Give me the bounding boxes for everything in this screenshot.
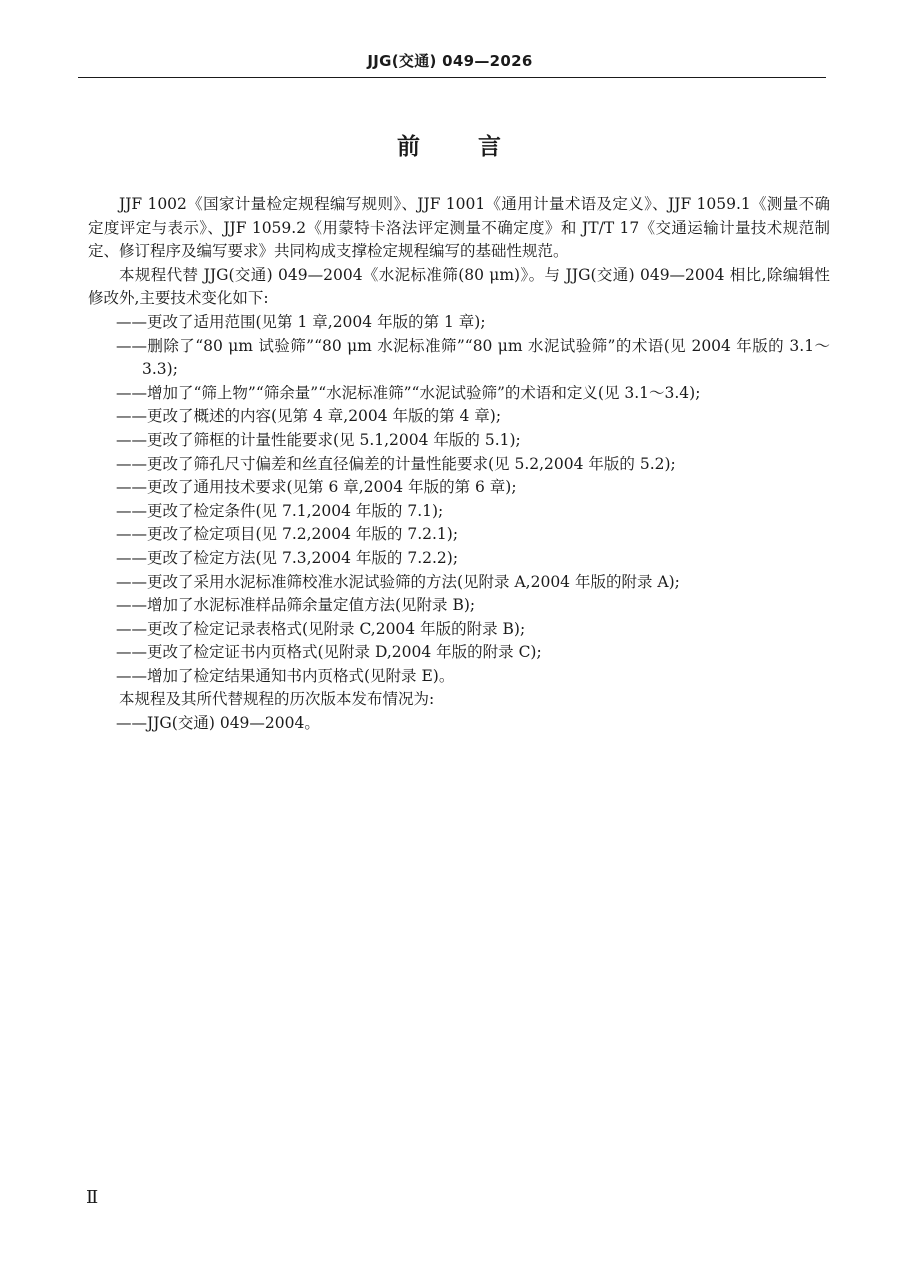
title-char-1: 前 bbox=[397, 134, 422, 160]
list-item: ——更改了筛框的计量性能要求(见 5.1,2004 年版的 5.1); bbox=[116, 430, 521, 449]
list-item: ——增加了检定结果通知书内页格式(见附录 E)。 bbox=[116, 666, 455, 685]
title-char-2: 言 bbox=[478, 134, 503, 160]
list-item: ——更改了检定记录表格式(见附录 C,2004 年版的附录 B); bbox=[116, 619, 526, 638]
list-item: ——增加了“筛上物”“筛余量”“水泥标准筛”“水泥试验筛”的术语和定义(见 3.1～3.4); bbox=[116, 383, 701, 402]
page-number: Ⅱ bbox=[86, 1187, 99, 1208]
list-item: ——更改了筛孔尺寸偏差和丝直径偏差的计量性能要求(见 5.2,2004 年版的 5.2); bbox=[116, 454, 676, 473]
header-divider bbox=[78, 77, 826, 78]
paragraph-normative-references: JJF 1002《国家计量检定规程编写规则》、JJF 1001《通用计量术语及定义》、JJF 1059.1《测量不确定度评定与表示》、JJF 1059.2《用蒙特卡洛法评定测量不确定度》和 JT/T 17《交通运输计量技术规范制定、修订程序及编写要求》共同构成支撑检定规程编写的基础性规范。 bbox=[88, 195, 830, 261]
list-item: ——更改了检定条件(见 7.1,2004 年版的 7.1); bbox=[116, 501, 444, 520]
list-item: ——更改了适用范围(见第 1 章,2004 年版的第 1 章); bbox=[116, 312, 486, 331]
list-item: ——更改了通用技术要求(见第 6 章,2004 年版的第 6 章); bbox=[116, 478, 517, 497]
list-item: ——更改了概述的内容(见第 4 章,2004 年版的第 4 章); bbox=[116, 407, 502, 426]
list-item: ——更改了检定证书内页格式(见附录 D,2004 年版的附录 C); bbox=[116, 643, 542, 662]
list-item: ——更改了检定项目(见 7.2,2004 年版的 7.2.1); bbox=[116, 525, 459, 544]
list-item: ——更改了采用水泥标准筛校准水泥试验筛的方法(见附录 A,2004 年版的附录 A); bbox=[116, 572, 680, 591]
version-history-list bbox=[88, 712, 830, 736]
page-title bbox=[0, 128, 900, 161]
paragraph-replacement-statement: 本规程代替 JJG(交通) 049—2004《水泥标准筛(80 μm)》。与 JJG(交通) 049—2004 相比,除编辑性修改外,主要技术变化如下: bbox=[88, 265, 830, 308]
list-item: ——增加了水泥标准样品筛余量定值方法(见附录 B); bbox=[116, 596, 476, 615]
list-item: ——更改了检定方法(见 7.3,2004 年版的 7.2.2); bbox=[116, 548, 459, 567]
technical-changes-list bbox=[88, 311, 830, 689]
foreword-body bbox=[88, 193, 830, 736]
paragraph-version-history: 本规程及其所代替规程的历次版本发布情况为: bbox=[119, 690, 435, 709]
list-item: ——删除了“80 μm 试验筛”“80 μm 水泥标准筛”“80 μm 水泥试验筛”的术语(见 2004 年版的 3.1～3.3); bbox=[116, 336, 830, 379]
document-code-header: JJG(交通) 049—2026 bbox=[367, 52, 533, 70]
list-item: ——JJG(交通) 049—2004。 bbox=[116, 714, 320, 733]
